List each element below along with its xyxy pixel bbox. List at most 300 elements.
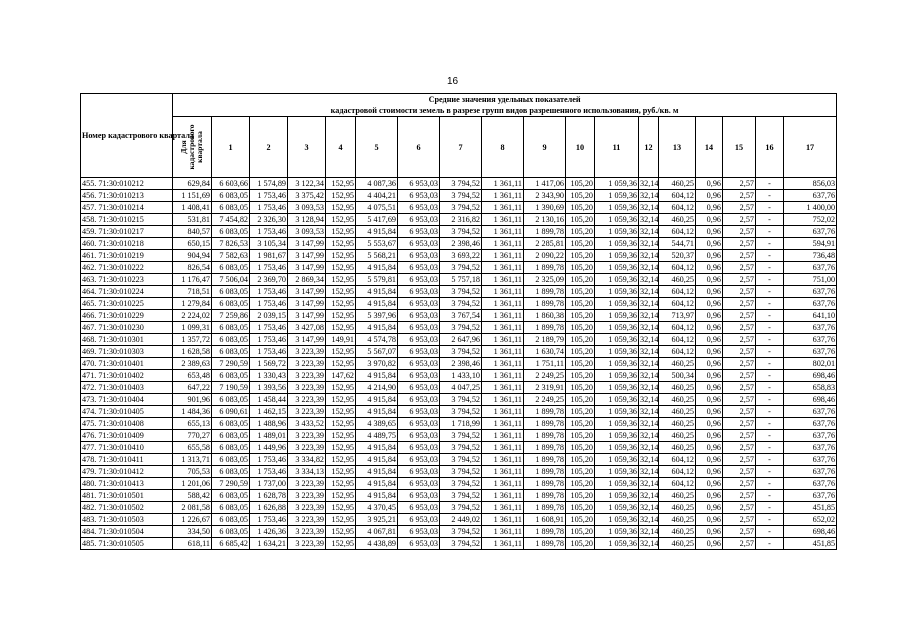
- value-cell: 7 454,82: [212, 214, 250, 226]
- value-cell: 4 915,84: [356, 466, 398, 478]
- value-cell: 4 075,51: [356, 202, 398, 214]
- value-cell: 3 223,39: [288, 394, 326, 406]
- value-cell: 6 953,03: [398, 466, 440, 478]
- value-cell: 3 147,99: [288, 250, 326, 262]
- value-cell: 152,95: [326, 454, 356, 466]
- value-cell: 1 361,11: [482, 490, 524, 502]
- value-cell: 6 083,05: [212, 490, 250, 502]
- value-cell: 6 953,03: [398, 190, 440, 202]
- table-row: [81, 454, 837, 466]
- value-cell: 1 899,78: [524, 490, 566, 502]
- value-cell: 1 099,31: [173, 322, 212, 334]
- value-cell: 2,57: [723, 262, 756, 274]
- table-row: [81, 202, 837, 214]
- value-cell: 604,12: [659, 262, 696, 274]
- value-cell: 6 083,05: [212, 514, 250, 526]
- value-cell: 1 899,78: [524, 298, 566, 310]
- value-cell: 6 953,03: [398, 214, 440, 226]
- value-cell: 6 083,05: [212, 418, 250, 430]
- value-cell: 604,12: [659, 298, 696, 310]
- value-cell: 1 899,78: [524, 406, 566, 418]
- value-cell: 2,57: [723, 466, 756, 478]
- value-cell: 7 290,59: [212, 478, 250, 490]
- value-cell: -: [756, 298, 784, 310]
- value-cell: 1 361,11: [482, 478, 524, 490]
- value-cell: 2,57: [723, 226, 756, 238]
- value-cell: 2 369,70: [250, 274, 288, 286]
- value-cell: 3 794,52: [440, 286, 482, 298]
- value-cell: 0,96: [696, 394, 723, 406]
- value-cell: 0,96: [696, 490, 723, 502]
- value-cell: 460,25: [659, 406, 696, 418]
- column-header-3: 3: [288, 117, 326, 178]
- value-cell: 3 427,08: [288, 322, 326, 334]
- value-cell: 1 361,11: [482, 178, 524, 190]
- value-cell: 637,76: [784, 442, 837, 454]
- value-cell: 1 488,96: [250, 418, 288, 430]
- value-cell: 1 201,06: [173, 478, 212, 490]
- value-cell: 105,20: [566, 430, 595, 442]
- value-cell: 6 953,03: [398, 394, 440, 406]
- value-cell: 604,12: [659, 286, 696, 298]
- value-cell: 637,76: [784, 190, 837, 202]
- value-cell: 6 953,03: [398, 454, 440, 466]
- value-cell: 2,57: [723, 274, 756, 286]
- value-cell: 460,25: [659, 274, 696, 286]
- value-cell: -: [756, 382, 784, 394]
- cadastral-number-cell: 484. 71:30:010504: [81, 526, 173, 538]
- value-cell: 1 899,78: [524, 442, 566, 454]
- value-cell: 1 059,36: [595, 202, 639, 214]
- value-cell: -: [756, 442, 784, 454]
- value-cell: 32,14: [640, 455, 659, 464]
- value-cell: 6 083,05: [212, 526, 250, 538]
- value-cell: 32,14: [640, 239, 659, 248]
- value-cell: 1 361,11: [482, 262, 524, 274]
- value-cell: 531,81: [173, 214, 212, 226]
- cadastral-number-cell: 466. 71:30:010229: [81, 310, 173, 322]
- value-cell: 6 953,03: [398, 298, 440, 310]
- value-cell: 3 794,52: [440, 406, 482, 418]
- value-cell: 1 753,46: [250, 466, 288, 478]
- value-cell: 460,25: [659, 382, 696, 394]
- table-row: [81, 334, 837, 346]
- value-cell: -: [756, 346, 784, 358]
- value-cell: 0,96: [696, 502, 723, 514]
- value-cell: 4 915,84: [356, 370, 398, 382]
- value-cell: 152,95: [326, 238, 356, 250]
- value-cell: -: [756, 490, 784, 502]
- value-cell: 770,27: [173, 430, 212, 442]
- value-cell: 1 059,36: [595, 334, 639, 346]
- value-cell: 32,14: [640, 251, 659, 260]
- value-cell: 7 290,59: [212, 358, 250, 370]
- value-cell: 6 083,05: [212, 286, 250, 298]
- value-cell: 0,96: [696, 370, 723, 382]
- value-cell: 32,14: [640, 215, 659, 224]
- value-cell: 1 361,11: [482, 394, 524, 406]
- value-cell: 1 899,78: [524, 322, 566, 334]
- value-cell: 152,95: [326, 202, 356, 214]
- cadastral-number-cell: 473. 71:30:010404: [81, 394, 173, 406]
- value-cell: 1 361,11: [482, 430, 524, 442]
- cadastral-number-cell: 461. 71:30:010219: [81, 250, 173, 262]
- value-cell: 2,57: [723, 514, 756, 526]
- value-cell: 32,14: [640, 371, 659, 380]
- value-cell: 0,96: [696, 430, 723, 442]
- value-cell: 460,25: [659, 358, 696, 370]
- value-cell: 32,14: [640, 431, 659, 440]
- table-row: [81, 262, 837, 274]
- table-row: [81, 382, 837, 394]
- value-cell: 1 569,72: [250, 358, 288, 370]
- value-cell: 0,96: [696, 226, 723, 238]
- value-cell: 105,20: [566, 178, 595, 190]
- table-row: [81, 514, 837, 526]
- value-cell: 2,57: [723, 346, 756, 358]
- value-cell: 1 330,43: [250, 370, 288, 382]
- value-cell: 1 489,01: [250, 430, 288, 442]
- value-cell: 1 279,84: [173, 298, 212, 310]
- value-cell: 2,57: [723, 250, 756, 262]
- value-cell: 3 925,21: [356, 514, 398, 526]
- value-cell: 2 398,46: [440, 358, 482, 370]
- value-cell: 0,96: [696, 538, 723, 550]
- table-row: [81, 286, 837, 298]
- value-cell: 1 059,36: [595, 370, 639, 382]
- value-cell: 1 899,78: [524, 454, 566, 466]
- value-cell: 4 915,84: [356, 442, 398, 454]
- value-cell: 32,14: [640, 287, 659, 296]
- value-cell: 1 361,11: [482, 214, 524, 226]
- value-cell: 2 449,02: [440, 514, 482, 526]
- value-cell: 6 953,03: [398, 370, 440, 382]
- value-cell: 1 059,36: [595, 538, 639, 550]
- value-cell: 3 794,52: [440, 262, 482, 274]
- value-cell: 6 953,03: [398, 538, 440, 550]
- value-cell: 1 361,11: [482, 526, 524, 538]
- value-cell: 4 404,21: [356, 190, 398, 202]
- value-cell: -: [756, 430, 784, 442]
- value-cell: 152,95: [326, 406, 356, 418]
- value-cell: 32,14: [640, 443, 659, 452]
- value-cell: 2 326,30: [250, 214, 288, 226]
- value-cell: 3 147,99: [288, 334, 326, 346]
- value-cell: 5 567,07: [356, 346, 398, 358]
- value-cell: 6 083,05: [212, 502, 250, 514]
- value-cell: 2 249,25: [524, 370, 566, 382]
- value-cell: 1 059,36: [595, 214, 639, 226]
- value-cell: 1 626,88: [250, 502, 288, 514]
- value-cell: 1 753,46: [250, 454, 288, 466]
- value-cell: 3 794,52: [440, 226, 482, 238]
- value-cell: 6 953,03: [398, 286, 440, 298]
- value-cell: 3 794,52: [440, 502, 482, 514]
- table-row: [81, 178, 837, 190]
- value-cell: 3 334,82: [288, 454, 326, 466]
- value-cell: 0,96: [696, 358, 723, 370]
- value-cell: 1 059,36: [595, 394, 639, 406]
- value-cell: 1 390,69: [524, 202, 566, 214]
- value-cell: 6 953,03: [398, 430, 440, 442]
- value-cell: 2,57: [723, 406, 756, 418]
- table-row: [81, 214, 837, 226]
- value-cell: 32,14: [640, 275, 659, 284]
- value-cell: 1 059,36: [595, 418, 639, 430]
- value-cell: -: [756, 370, 784, 382]
- value-cell: 152,95: [326, 310, 356, 322]
- cadastral-number-cell: 468. 71:30:010301: [81, 334, 173, 346]
- value-cell: 4 389,65: [356, 418, 398, 430]
- value-cell: 460,25: [659, 394, 696, 406]
- value-cell: 0,96: [696, 466, 723, 478]
- value-cell: 32,14: [640, 395, 659, 404]
- value-cell: 1 151,69: [173, 190, 212, 202]
- value-cell: 1 059,36: [595, 514, 639, 526]
- value-cell: -: [756, 466, 784, 478]
- value-cell: 718,51: [173, 286, 212, 298]
- value-cell: 1 753,46: [250, 322, 288, 334]
- value-cell: 3 093,53: [288, 202, 326, 214]
- value-cell: 1 059,36: [595, 358, 639, 370]
- cadastral-number-cell: 462. 71:30:010222: [81, 262, 173, 274]
- value-cell: 460,25: [659, 430, 696, 442]
- value-cell: 2 090,22: [524, 250, 566, 262]
- table-row: [81, 190, 837, 202]
- value-cell: 105,20: [566, 394, 595, 406]
- value-cell: 604,12: [659, 478, 696, 490]
- value-cell: 0,96: [696, 406, 723, 418]
- value-cell: 736,48: [784, 250, 837, 262]
- value-cell: 1 361,11: [482, 190, 524, 202]
- value-cell: 32,14: [640, 299, 659, 308]
- value-cell: 604,12: [659, 322, 696, 334]
- value-cell: 6 953,03: [398, 526, 440, 538]
- value-cell: 152,95: [326, 346, 356, 358]
- value-cell: 1 059,36: [595, 490, 639, 502]
- column-header-15: 15: [723, 117, 756, 178]
- value-cell: 2,57: [723, 478, 756, 490]
- value-cell: 6 953,03: [398, 238, 440, 250]
- value-cell: 6 083,05: [212, 466, 250, 478]
- value-cell: 2 325,09: [524, 274, 566, 286]
- cadastral-number-cell: 457. 71:30:010214: [81, 202, 173, 214]
- value-cell: 3 794,52: [440, 442, 482, 454]
- value-cell: 2,57: [723, 502, 756, 514]
- value-cell: 32,14: [640, 419, 659, 428]
- value-cell: 604,12: [659, 226, 696, 238]
- value-cell: 1 059,36: [595, 406, 639, 418]
- value-cell: 1 059,36: [595, 310, 639, 322]
- value-cell: 7 506,04: [212, 274, 250, 286]
- value-cell: 1 860,38: [524, 310, 566, 322]
- column-header-2: 2: [250, 117, 288, 178]
- value-cell: 1 981,67: [250, 250, 288, 262]
- value-cell: 1 361,11: [482, 238, 524, 250]
- value-cell: 4 067,81: [356, 526, 398, 538]
- value-cell: 1 361,11: [482, 538, 524, 550]
- value-cell: 1 361,11: [482, 454, 524, 466]
- value-cell: 1 059,36: [595, 250, 639, 262]
- value-cell: 152,95: [326, 226, 356, 238]
- value-cell: 105,20: [566, 190, 595, 202]
- cadastral-number-cell: 480. 71:30:010413: [81, 478, 173, 490]
- value-cell: 637,76: [784, 346, 837, 358]
- value-cell: 152,95: [326, 466, 356, 478]
- value-cell: 1 433,10: [440, 370, 482, 382]
- value-cell: 1 059,36: [595, 382, 639, 394]
- value-cell: -: [756, 322, 784, 334]
- value-cell: 1 462,15: [250, 406, 288, 418]
- value-cell: 6 953,03: [398, 418, 440, 430]
- value-cell: 3 223,39: [288, 442, 326, 454]
- table-row: [81, 478, 837, 490]
- value-cell: 1 417,06: [524, 178, 566, 190]
- value-cell: 1 357,72: [173, 334, 212, 346]
- value-cell: 152,95: [326, 526, 356, 538]
- value-cell: 655,58: [173, 442, 212, 454]
- value-cell: 2 316,82: [440, 214, 482, 226]
- column-header-17: 17: [784, 117, 837, 178]
- value-cell: 637,76: [784, 430, 837, 442]
- value-cell: 3 223,39: [288, 370, 326, 382]
- value-cell: 826,54: [173, 262, 212, 274]
- value-cell: -: [756, 406, 784, 418]
- value-cell: 6 083,05: [212, 442, 250, 454]
- value-cell: 105,20: [566, 238, 595, 250]
- value-cell: 1 753,46: [250, 298, 288, 310]
- value-cell: 3 223,39: [288, 502, 326, 514]
- value-cell: 1 628,58: [173, 346, 212, 358]
- value-cell: 0,96: [696, 202, 723, 214]
- value-cell: -: [756, 358, 784, 370]
- cadastral-number-cell: 485. 71:30:010505: [81, 538, 173, 550]
- value-cell: 1 899,78: [524, 538, 566, 550]
- value-cell: 658,83: [784, 382, 837, 394]
- value-cell: 3 794,52: [440, 538, 482, 550]
- value-cell: 637,76: [784, 406, 837, 418]
- value-cell: 2 224,02: [173, 310, 212, 322]
- value-cell: -: [756, 274, 784, 286]
- value-cell: 6 953,03: [398, 322, 440, 334]
- value-cell: 3 794,52: [440, 322, 482, 334]
- value-cell: 2 039,15: [250, 310, 288, 322]
- value-cell: 1 899,78: [524, 262, 566, 274]
- value-cell: 1 361,11: [482, 502, 524, 514]
- value-cell: 752,02: [784, 214, 837, 226]
- table-row: [81, 238, 837, 250]
- value-cell: 1 313,71: [173, 454, 212, 466]
- value-cell: 6 083,05: [212, 430, 250, 442]
- value-cell: 4 915,84: [356, 490, 398, 502]
- value-cell: 105,20: [566, 202, 595, 214]
- cadastral-number-cell: 481. 71:30:010501: [81, 490, 173, 502]
- value-cell: 1 059,36: [595, 346, 639, 358]
- value-cell: -: [756, 286, 784, 298]
- value-cell: 105,20: [566, 478, 595, 490]
- value-cell: 3 223,39: [288, 538, 326, 550]
- value-cell: 0,96: [696, 214, 723, 226]
- value-cell: 105,20: [566, 538, 595, 550]
- value-cell: -: [756, 454, 784, 466]
- value-cell: 32,14: [640, 203, 659, 212]
- value-cell: 152,95: [326, 442, 356, 454]
- value-cell: 6 083,05: [212, 454, 250, 466]
- value-cell: 2 869,34: [288, 274, 326, 286]
- value-cell: 105,20: [566, 490, 595, 502]
- value-cell: 1 753,46: [250, 190, 288, 202]
- value-cell: 901,96: [173, 394, 212, 406]
- value-cell: 1 899,78: [524, 226, 566, 238]
- value-cell: 32,14: [640, 263, 659, 272]
- value-cell: -: [756, 190, 784, 202]
- value-cell: 5 579,81: [356, 274, 398, 286]
- value-cell: 2 130,16: [524, 214, 566, 226]
- value-cell: 0,96: [696, 454, 723, 466]
- value-cell: 6 953,03: [398, 478, 440, 490]
- value-cell: 4 574,78: [356, 334, 398, 346]
- value-cell: 105,20: [566, 250, 595, 262]
- value-cell: 2,57: [723, 322, 756, 334]
- column-header-4: 4: [326, 117, 356, 178]
- value-cell: 4 087,36: [356, 178, 398, 190]
- value-cell: 0,96: [696, 190, 723, 202]
- value-cell: 1 408,41: [173, 202, 212, 214]
- value-cell: 152,95: [326, 382, 356, 394]
- value-cell: 6 083,05: [212, 262, 250, 274]
- value-cell: 7 190,59: [212, 382, 250, 394]
- value-cell: 6 953,03: [398, 442, 440, 454]
- value-cell: 655,13: [173, 418, 212, 430]
- value-cell: 2 189,79: [524, 334, 566, 346]
- value-cell: 637,76: [784, 418, 837, 430]
- column-header-16: 16: [756, 117, 784, 178]
- value-cell: 2,57: [723, 430, 756, 442]
- value-cell: 152,95: [326, 358, 356, 370]
- value-cell: 2,57: [723, 214, 756, 226]
- value-cell: 856,03: [784, 178, 837, 190]
- value-cell: 1 361,11: [482, 334, 524, 346]
- value-cell: 7 826,53: [212, 238, 250, 250]
- value-cell: -: [756, 178, 784, 190]
- group-title: [173, 94, 837, 117]
- value-cell: 105,20: [566, 406, 595, 418]
- value-cell: 152,95: [326, 298, 356, 310]
- value-cell: 105,20: [566, 214, 595, 226]
- value-cell: 3 147,99: [288, 310, 326, 322]
- value-cell: 4 915,84: [356, 322, 398, 334]
- value-cell: 0,96: [696, 310, 723, 322]
- value-cell: 6 953,03: [398, 490, 440, 502]
- value-cell: 1 361,11: [482, 358, 524, 370]
- value-cell: 2 343,90: [524, 190, 566, 202]
- quarter-column-header: Для кадастрового квартала: [173, 117, 212, 178]
- column-header-11: 11: [595, 117, 639, 178]
- value-cell: 105,20: [566, 334, 595, 346]
- cadastral-number-cell: 482. 71:30:010502: [81, 502, 173, 514]
- value-cell: 2,57: [723, 490, 756, 502]
- value-cell: 604,12: [659, 190, 696, 202]
- value-cell: 152,95: [326, 478, 356, 490]
- value-cell: 3 794,52: [440, 202, 482, 214]
- column-header-6: 6: [398, 117, 440, 178]
- value-cell: 4 438,89: [356, 538, 398, 550]
- value-cell: 6 953,03: [398, 178, 440, 190]
- value-cell: 460,25: [659, 214, 696, 226]
- column-header-12: 12: [639, 117, 659, 178]
- value-cell: 604,12: [659, 334, 696, 346]
- value-cell: 698,46: [784, 394, 837, 406]
